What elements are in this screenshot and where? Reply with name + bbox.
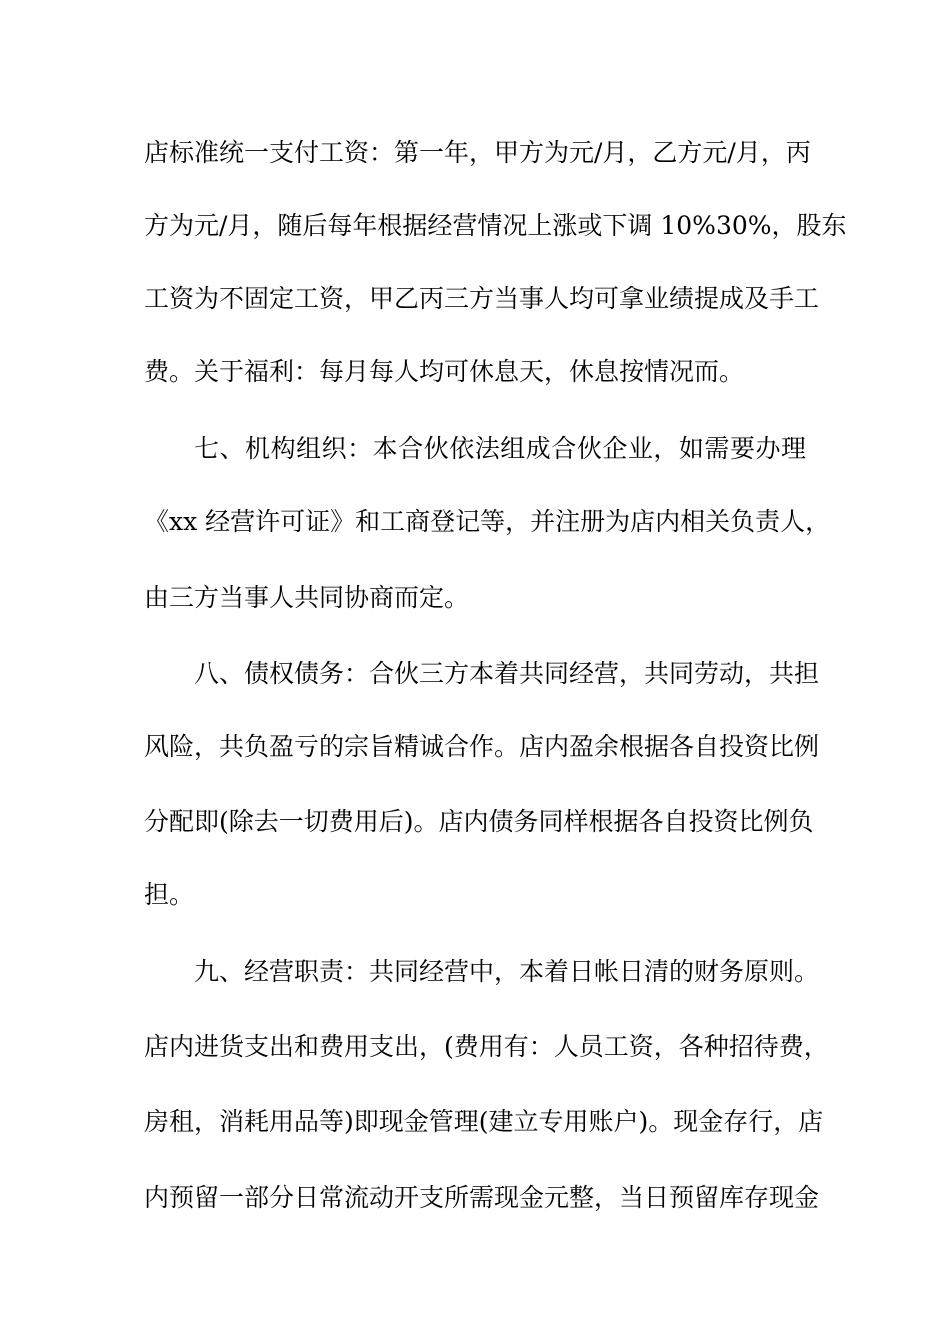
text-line: 分配即(除去一切费用后)。店内债务同样根据各自投资比例负 bbox=[144, 807, 814, 836]
text-line: 《xx 经营许可证》和工商登记等，并注册为店内相关负责人， bbox=[144, 507, 831, 536]
paragraph-heading-line: 七、机构组织：本合伙依法组成合伙企业，如需要办理 bbox=[194, 434, 806, 463]
text-line: 由三方当事人共同协商而定。 bbox=[144, 583, 470, 612]
text-line: 担。 bbox=[144, 880, 195, 909]
paragraph-heading-line: 九、经营职责：共同经营中，本着日帐日清的财务原则。 bbox=[194, 957, 820, 986]
text-line: 房租，消耗用品等)即现金管理(建立专用账户)。现金存行，店 bbox=[144, 1107, 824, 1136]
text-line: 方为元/月，随后每年根据经营情况上涨或下调 10%30%，股东 bbox=[144, 211, 847, 240]
text-line: 风险，共负盈亏的宗旨精诚合作。店内盈余根据各自投资比例 bbox=[144, 732, 820, 761]
text-line: 内预留一部分日常流动开支所需现金元整，当日预留库存现金 bbox=[144, 1183, 820, 1212]
text-line: 费。关于福利：每月每人均可休息天，休息按情况而。 bbox=[144, 357, 745, 386]
text-line: 店标准统一支付工资：第一年，甲方为元/月，乙方元/月，丙 bbox=[144, 138, 811, 167]
paragraph-heading-line: 八、债权债务：合伙三方本着共同经营，共同劳动，共担 bbox=[194, 659, 820, 688]
text-line: 店内进货支出和费用支出，(费用有：人员工资，各种招待费， bbox=[144, 1032, 829, 1061]
text-line: 工资为不固定工资，甲乙丙三方当事人均可拿业绩提成及手工 bbox=[144, 284, 820, 313]
